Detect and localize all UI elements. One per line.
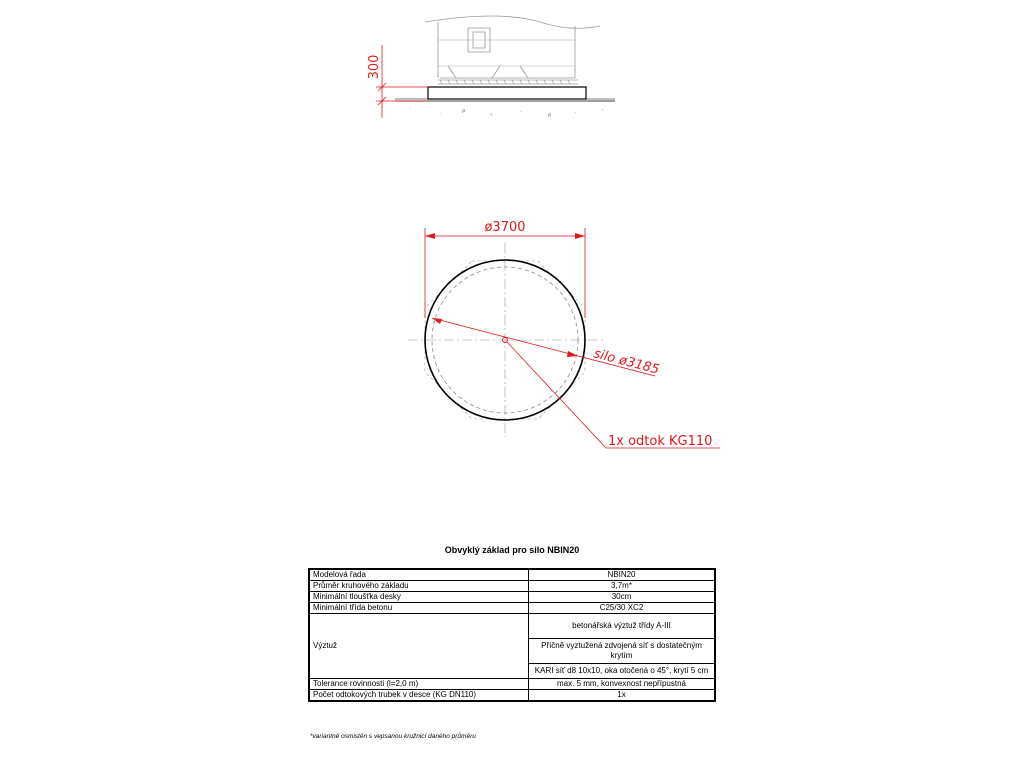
row-param: Počet odtokových trubek v desce (KG DN110) [309, 690, 529, 702]
row-param: Průměr kruhového základu [309, 581, 529, 592]
silo-body-outline [425, 16, 600, 78]
svg-text:ρ: ρ [548, 112, 552, 118]
row-value: NBIN20 [529, 569, 716, 581]
height-dimension [376, 45, 428, 118]
svg-text:.: . [575, 109, 577, 115]
height-label: 300 [367, 54, 382, 80]
concrete-slab [428, 87, 586, 99]
side-view [367, 16, 615, 118]
table-row [309, 690, 715, 702]
svg-text:ρ: ρ [462, 108, 466, 114]
row-param: Modelová řada [309, 569, 529, 581]
row-value: max. 5 mm, konvexnost nepřípustná [529, 679, 716, 690]
svg-text:∘: ∘ [490, 112, 494, 118]
row-value: 1x [529, 690, 716, 702]
drain-label: 1x odtok KG110 [608, 434, 713, 449]
table-row [309, 592, 715, 603]
svg-text:.: . [440, 110, 442, 116]
diameter-label: ø3700 [484, 220, 526, 235]
center-lines [408, 243, 603, 437]
soil-hatching [410, 104, 604, 118]
table-footnote: *variantně osmistěn s vepsanou kružnicí daného průměru [310, 733, 476, 740]
row-value: 30cm [529, 592, 716, 603]
plan-view [408, 220, 720, 449]
row-value: 3,7m* [529, 581, 716, 592]
reinforcement-param: Výztuž [309, 614, 529, 679]
row-param: Tolerance rovinnosti (l=2,0 m) [309, 679, 529, 690]
table-row [309, 581, 715, 592]
svg-text:.: . [410, 104, 412, 110]
table-row [309, 679, 715, 690]
base-grating [438, 80, 578, 84]
spec-table [308, 568, 716, 702]
row-value: C25/30 XC2 [529, 603, 716, 614]
row-param: Minimální tloušťka desky [309, 592, 529, 603]
reinforcement-value: KARI síť d8 10x10, oka otočená o 45°, krytí 5 cm [529, 664, 716, 679]
svg-text:,: , [602, 106, 604, 112]
svg-text:.: . [520, 108, 522, 114]
row-param: Minimální třída betonu [309, 603, 529, 614]
table-title: Obvyklý základ pro silo NBIN20 [444, 545, 580, 555]
silo-diameter-label: silo ø3185 [591, 346, 661, 378]
table-row [309, 569, 715, 581]
table-row [309, 614, 715, 639]
table-row [309, 603, 715, 614]
reinforcement-value: Příčně vyztužená zdvojená síť s dostatečným krytím [529, 639, 716, 664]
reinforcement-value: betonářská výztuž třídy A-III [529, 614, 716, 639]
